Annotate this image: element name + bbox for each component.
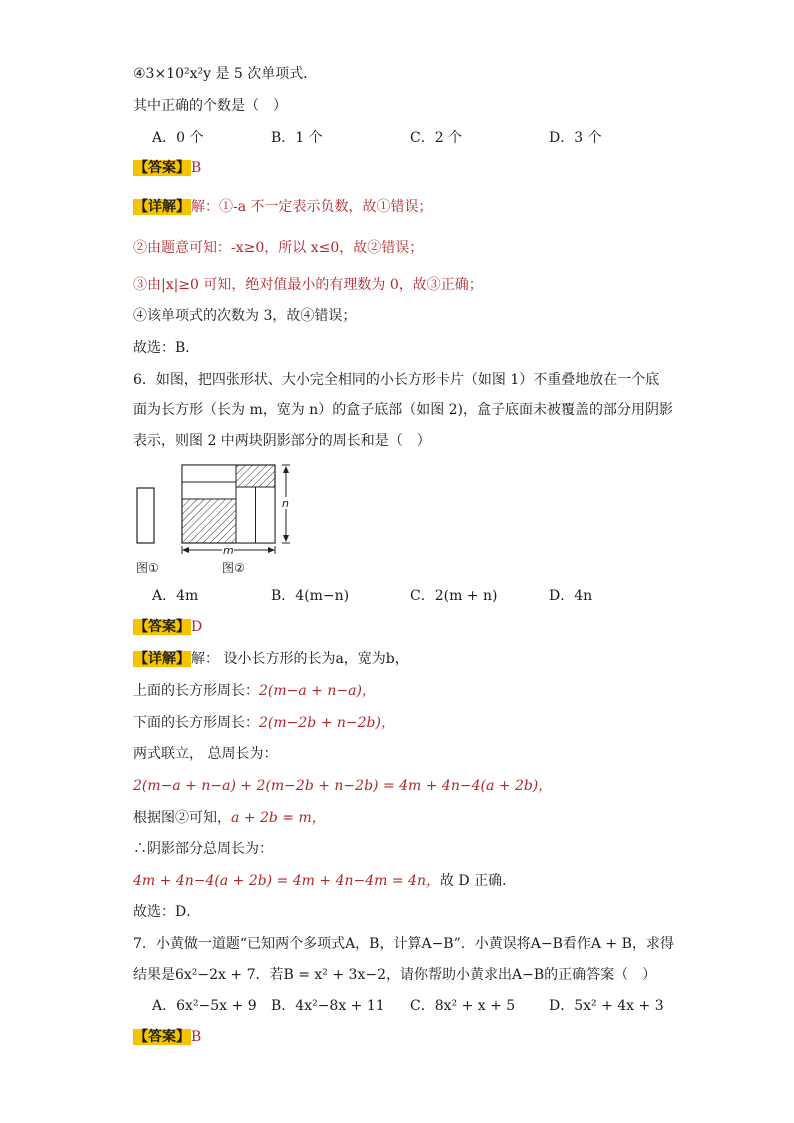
q6-line-1: 6．如图，把四张形状、大小完全相同的小长方形卡片（如图 1）不重叠地放在一个底: [133, 372, 660, 388]
q7-line-2: 结果是6x²−2x + 7．若B = x² + 3x−2，请你帮助小黄求出A−B的正确答案（ ）: [133, 967, 657, 983]
detail-expr: 2(m−a + n−a)，: [259, 683, 376, 699]
q7-option-d: D．5x² + 4x + 3: [549, 998, 664, 1014]
answer-tag: 【答案】: [134, 1029, 190, 1045]
q5-conclusion: 故选：B．: [133, 340, 200, 356]
q5-answer: [133, 158, 201, 178]
m-arrow-left: [182, 547, 189, 553]
q5-item4: ④3×10²x²y 是 5 次单项式．: [133, 66, 318, 82]
q6-line-2: 面为长方形（长为 m，宽为 n）的盒子底部（如图 2)，盒子底面未被覆盖的部分用阴影: [133, 402, 674, 418]
fig2-card-h1: [182, 465, 236, 482]
q6-detail-7: ∴阴影部分总周长为：: [133, 841, 273, 857]
fig1-card: [137, 488, 154, 543]
q5-option-c: C．2 个: [410, 130, 463, 146]
answer-tag: 【答案】: [134, 619, 190, 635]
detail-label: 上面的长方形周长：: [133, 683, 259, 699]
q6-detail-2: [133, 681, 376, 701]
q7-line-1: 7．小黄做一道题“已知两个多项式A，B，计算A−B”．小黄误将A−B看作A + B，求得: [133, 936, 674, 952]
detail-expr: 4m + 4n−4(a + 2b) = 4m + 4n−4m = 4n，: [133, 873, 440, 889]
answer-value: B: [191, 1029, 202, 1045]
q6-detail-6: [133, 808, 326, 828]
label-n: n: [282, 497, 289, 510]
detail-text: 解：①-a 不一定表示负数，故①错误；: [191, 199, 433, 215]
fig2-label: 图②: [222, 561, 245, 575]
fig2-shade-top: [236, 465, 275, 487]
q6-detail-8: [133, 871, 516, 891]
q7-option-a: A．6x²−5x + 9: [152, 998, 257, 1014]
q5-detail-2: ②由题意可知：-x≥0，所以 x≤0，故②错误；: [133, 240, 424, 256]
fig2-card-h2: [182, 482, 236, 499]
detail-label: 根据图②可知，: [133, 810, 231, 826]
fig2-card-v2: [256, 487, 276, 543]
fig2-card-v1: [236, 487, 256, 543]
label-m: m: [223, 544, 234, 557]
q5-detail-4: ④该单项式的次数为 3，故④错误；: [133, 308, 357, 324]
fig1-label: 图①: [136, 561, 159, 575]
q6-detail-1: [133, 649, 409, 669]
q6-option-d: D．4n: [549, 588, 593, 604]
n-arrow-bottom: [283, 535, 289, 542]
detail-expr: 2(m−2b + n−2b)，: [259, 715, 395, 731]
q6-detail-5: 2(m−a + n−a) + 2(m−2b + n−2b) = 4m + 4n−4(a + 2b)，: [133, 778, 553, 794]
q6-figure: [130, 460, 330, 580]
q6-conclusion: 故选：D．: [133, 904, 201, 920]
detail-label: 下面的长方形周长：: [133, 715, 259, 731]
q6-option-c: C．2(m + n): [410, 588, 498, 604]
answer-tag: 【答案】: [134, 160, 190, 176]
fig2-shade-bottom: [182, 499, 236, 543]
q5-option-d: D．3 个: [549, 130, 602, 146]
q5-detail-3: ③由|x|≥0 可知，绝对值最小的有理数为 0，故③正确；: [133, 277, 483, 293]
detail-tag: 【详解】: [134, 651, 190, 667]
q5-detail-1: [133, 197, 433, 217]
m-arrow-right: [268, 547, 275, 553]
answer-value: D: [191, 619, 203, 635]
q5-option-b: B．1 个: [271, 130, 323, 146]
detail-text: 解： 设小长方形的长为a，宽为b，: [191, 651, 409, 667]
n-arrow-top: [283, 466, 289, 473]
q5-stem: 其中正确的个数是（ ）: [133, 98, 287, 114]
q7-option-b: B．4x²−8x + 11: [271, 998, 385, 1014]
detail-expr: a + 2b = m，: [231, 810, 326, 826]
q7-option-c: C．8x² + x + 5: [410, 998, 516, 1014]
q6-detail-4: 两式联立， 总周长为：: [133, 746, 278, 762]
q6-detail-3: [133, 713, 395, 733]
q6-line-3: 表示，则图 2 中两块阴影部分的周长和是（ ）: [133, 433, 431, 449]
detail-tail: 故 D 正确．: [439, 873, 517, 889]
detail-tag: 【详解】: [134, 199, 190, 215]
q6-option-b: B．4(m−n): [271, 588, 350, 604]
q7-answer: [133, 1027, 201, 1047]
q6-option-a: A．4m: [152, 588, 199, 604]
q5-option-a: A．0 个: [152, 130, 204, 146]
q6-answer: [133, 617, 202, 637]
answer-value: B: [191, 160, 202, 176]
